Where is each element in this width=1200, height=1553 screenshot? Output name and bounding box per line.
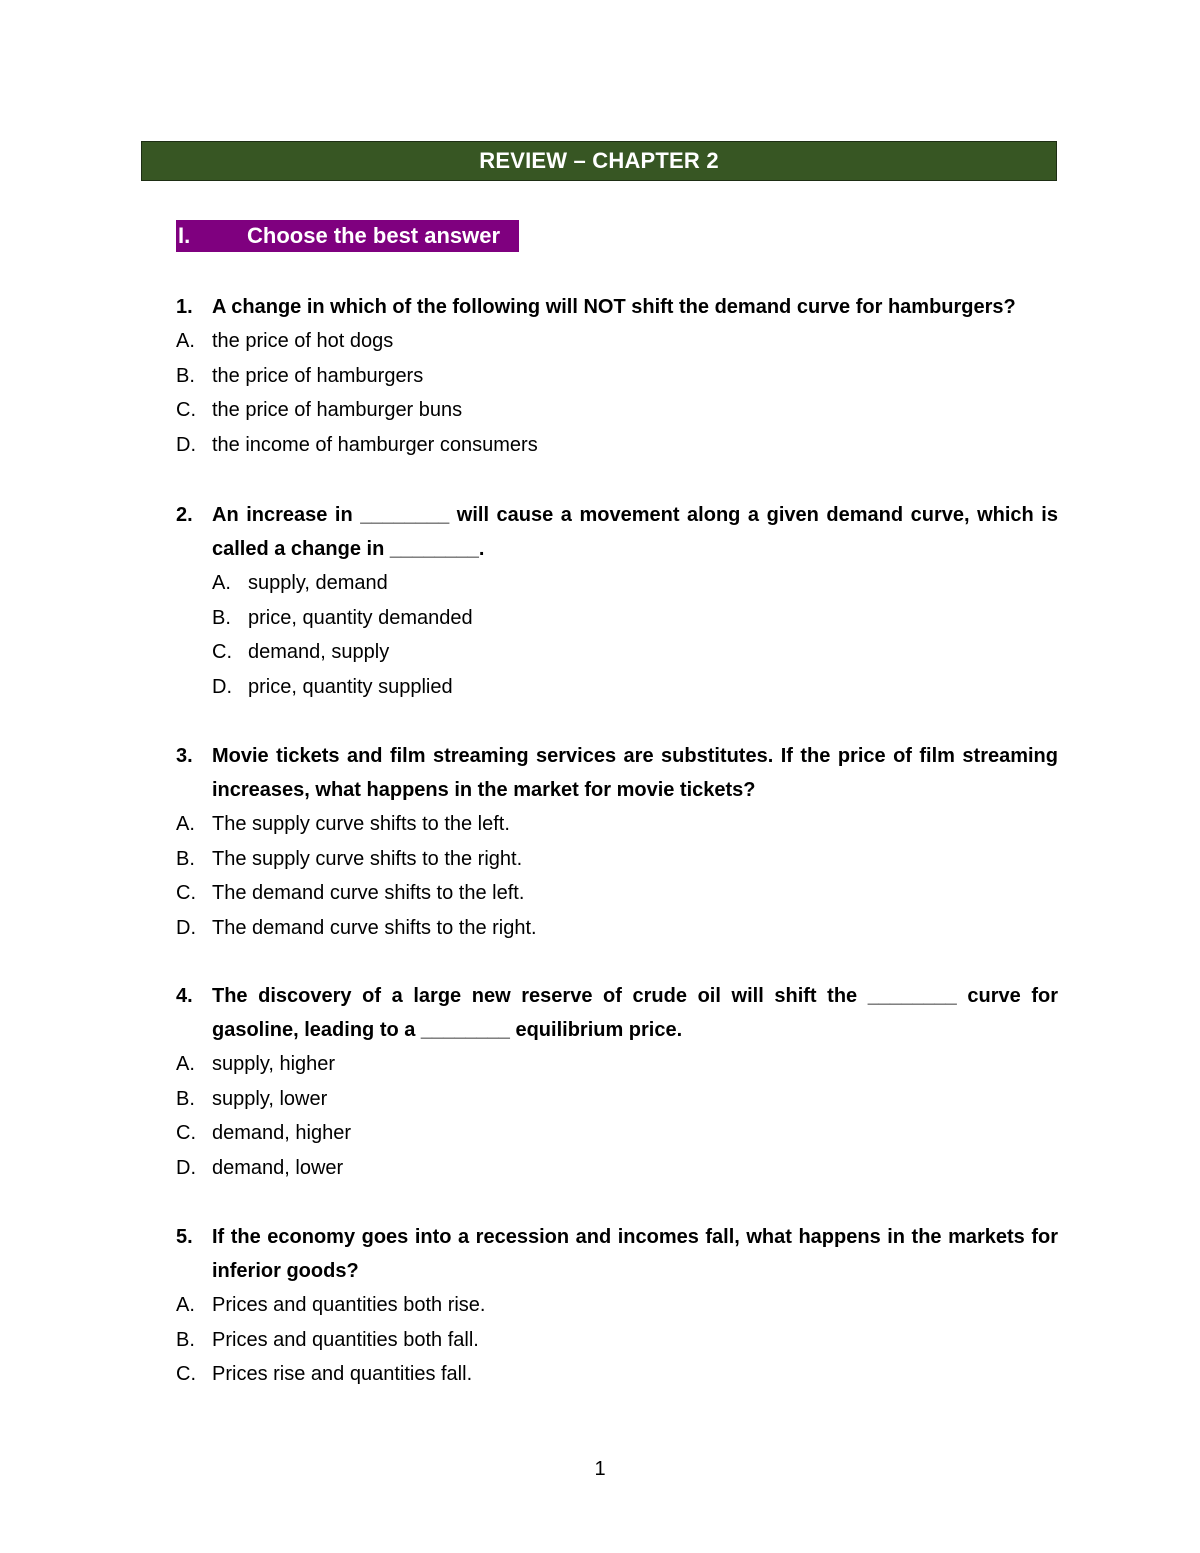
option-text: demand, lower — [212, 1156, 344, 1179]
page-number: 1 — [594, 1458, 606, 1480]
option-c — [176, 635, 1058, 670]
question-1 — [176, 290, 1058, 462]
option-letter: C. — [176, 1122, 196, 1144]
option-d — [176, 1151, 1058, 1186]
option-text: The supply curve shifts to the right. — [212, 847, 523, 870]
option-d — [176, 670, 1058, 705]
option-letter: C. — [176, 1363, 196, 1385]
option-text: demand, supply — [248, 641, 390, 663]
option-letter: B. — [176, 847, 195, 870]
option-b — [176, 1082, 1058, 1117]
option-letter: D. — [176, 1156, 196, 1179]
section-number: I. — [178, 223, 191, 248]
option-a — [176, 1047, 1058, 1082]
question-number: 1. — [176, 296, 193, 318]
option-a — [176, 324, 1058, 359]
option-text: Prices rise and quantities fall. — [212, 1363, 473, 1385]
question-number: 5. — [176, 1226, 193, 1248]
question-text: A change in which of the following will NOT shift the demand curve for hamburgers? — [212, 296, 1016, 318]
option-text: the price of hamburger buns — [212, 399, 463, 421]
question-stem — [176, 290, 1058, 324]
option-text: price, quantity demanded — [248, 606, 473, 629]
question-text: Movie tickets and film streaming services are substitutes. If the price of film streaming increases, what happens in the market for movie tickets? — [212, 745, 1058, 801]
options-list — [176, 566, 1058, 704]
question-3 — [176, 739, 1058, 945]
option-letter: A. — [212, 572, 231, 594]
option-letter: B. — [176, 1087, 195, 1110]
option-b — [176, 842, 1058, 877]
question-2 — [176, 498, 1058, 704]
option-letter: A. — [176, 1053, 195, 1075]
question-text: An increase in ________ will cause a movement along a given demand curve, which is called a change in ________. — [212, 504, 1058, 560]
chapter-title-bar — [141, 141, 1057, 181]
question-stem — [176, 498, 1058, 566]
question-stem — [176, 1220, 1058, 1288]
option-letter: A. — [176, 813, 195, 835]
option-letter: B. — [176, 1328, 195, 1351]
option-text: demand, higher — [212, 1122, 351, 1144]
option-letter: C. — [176, 882, 196, 904]
option-letter: B. — [212, 606, 231, 629]
option-b — [176, 601, 1058, 636]
section-heading — [176, 220, 519, 252]
option-text: supply, demand — [248, 572, 388, 594]
question-number: 4. — [176, 985, 193, 1007]
option-text: The demand curve shifts to the left. — [212, 882, 525, 904]
option-a — [176, 807, 1058, 842]
options-list — [176, 807, 1058, 945]
option-letter: B. — [176, 364, 195, 387]
option-letter: D. — [176, 916, 196, 939]
question-5 — [176, 1220, 1058, 1392]
question-4 — [176, 979, 1058, 1185]
section-label: Choose the best answer — [247, 223, 501, 248]
question-number: 2. — [176, 504, 193, 526]
question-stem — [176, 739, 1058, 807]
option-c — [176, 1357, 1058, 1392]
option-text: supply, lower — [212, 1087, 328, 1110]
option-b — [176, 1323, 1058, 1358]
option-a — [176, 566, 1058, 601]
option-letter: A. — [176, 330, 195, 352]
option-b — [176, 359, 1058, 394]
option-text: Prices and quantities both fall. — [212, 1328, 479, 1351]
option-letter: D. — [176, 433, 196, 456]
option-letter: C. — [176, 399, 196, 421]
option-text: the income of hamburger consumers — [212, 433, 538, 456]
option-d — [176, 911, 1058, 946]
option-c — [176, 1116, 1058, 1151]
options-list — [176, 1288, 1058, 1392]
option-d — [176, 428, 1058, 463]
option-text: the price of hot dogs — [212, 330, 394, 352]
option-text: the price of hamburgers — [212, 364, 424, 387]
option-c — [176, 393, 1058, 428]
question-number: 3. — [176, 745, 193, 767]
option-letter: D. — [212, 675, 232, 698]
chapter-title: REVIEW – CHAPTER 2 — [479, 148, 719, 173]
question-text: If the economy goes into a recession and incomes fall, what happens in the markets for inferior goods? — [212, 1226, 1058, 1282]
option-text: Prices and quantities both rise. — [212, 1294, 486, 1316]
option-letter: C. — [212, 641, 232, 663]
question-stem — [176, 979, 1058, 1047]
option-text: price, quantity supplied — [248, 675, 453, 698]
option-text: The demand curve shifts to the right. — [212, 916, 537, 939]
option-a — [176, 1288, 1058, 1323]
question-text: The discovery of a large new reserve of crude oil will shift the ________ curve for gasoline, leading to a ________ equilibrium price. — [212, 985, 1058, 1041]
option-letter: A. — [176, 1294, 195, 1316]
options-list — [176, 324, 1058, 462]
options-list — [176, 1047, 1058, 1185]
option-text: supply, higher — [212, 1053, 336, 1075]
option-text: The supply curve shifts to the left. — [212, 813, 510, 835]
option-c — [176, 876, 1058, 911]
